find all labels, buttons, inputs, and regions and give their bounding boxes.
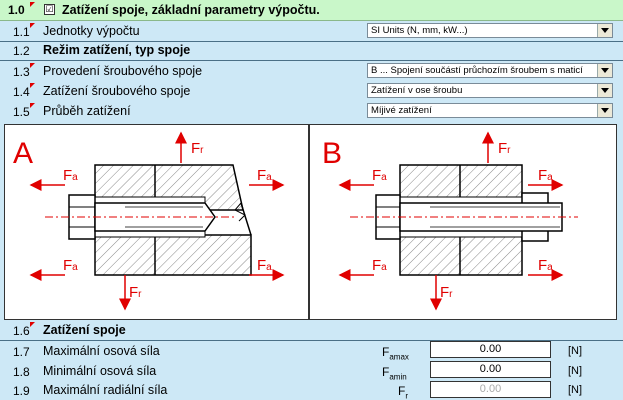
joint-type-dropdown[interactable]	[367, 63, 613, 78]
section-number: 1.0	[8, 3, 25, 17]
section-divider	[0, 60, 623, 61]
load-course-label: Průběh zatížení	[43, 104, 131, 118]
svg-text:Fa: Fa	[257, 167, 272, 184]
comment-marker	[30, 23, 35, 28]
joint-a-drawing	[5, 125, 308, 319]
comment-marker	[30, 103, 35, 108]
chevron-down-icon[interactable]	[597, 84, 612, 97]
section-title: Zatížení spoje, základní parametry výpočtu.	[62, 3, 320, 17]
svg-text:Fa: Fa	[63, 257, 78, 274]
svg-text:Fa: Fa	[538, 167, 553, 184]
joint-diagram-b	[309, 124, 617, 320]
load-section-title: Zatížení spoje	[43, 323, 126, 337]
svg-text:Fa: Fa	[63, 167, 78, 184]
row-number: 1.1	[13, 25, 30, 39]
svg-text:Fa: Fa	[257, 257, 272, 274]
row-number: 1.6	[13, 324, 30, 338]
joint-diagram-a	[4, 124, 309, 320]
comment-marker	[30, 63, 35, 68]
svg-text:Fr: Fr	[498, 140, 511, 157]
comment-marker	[30, 2, 35, 7]
svg-text:Fr: Fr	[440, 284, 453, 301]
units-label: Jednotky výpočtu	[43, 24, 140, 38]
section-divider	[0, 41, 623, 42]
min-axial-force-symbol: $F_{amin}$	[382, 365, 407, 382]
force-label: F	[129, 284, 139, 301]
svg-text:Fa: Fa	[372, 167, 387, 184]
joint-type-label: Provedení šroubového spoje	[43, 64, 203, 78]
comment-marker	[30, 83, 35, 88]
load-type-dropdown-value: Zatížení v ose šroubu	[371, 85, 463, 96]
load-type-label: Zatížení šroubového spoje	[43, 84, 191, 98]
force-label: F	[257, 257, 267, 274]
force-label: F	[372, 257, 382, 274]
section-header	[0, 0, 623, 21]
max-radial-force-symbol: $F_r$	[398, 384, 409, 400]
chevron-down-icon[interactable]	[597, 104, 612, 117]
force-label: F	[257, 167, 267, 184]
chevron-down-icon[interactable]	[597, 24, 612, 37]
row-number: 1.3	[13, 65, 30, 79]
row-number: 1.9	[13, 384, 30, 398]
mode-title: Režim zatížení, typ spoje	[43, 43, 191, 57]
diagram-letter-b: B	[322, 137, 343, 170]
force-label: F	[63, 167, 73, 184]
row-number: 1.2	[13, 44, 30, 58]
min-axial-force-unit: [N]	[568, 365, 583, 377]
joint-b-drawing	[310, 125, 616, 319]
comment-marker	[30, 322, 35, 327]
svg-text:Fa: Fa	[372, 257, 387, 274]
force-label: F	[538, 257, 548, 274]
max-axial-force-input[interactable]: 0.00	[430, 341, 551, 358]
force-label: F	[63, 257, 73, 274]
row-number: 1.4	[13, 85, 30, 99]
force-label: F	[440, 284, 450, 301]
chevron-down-icon[interactable]	[597, 64, 612, 77]
max-axial-force-unit: [N]	[568, 345, 583, 357]
section-checkbox[interactable]: ☑	[45, 4, 54, 14]
row-number: 1.8	[13, 365, 30, 379]
max-radial-force-unit: [N]	[568, 384, 583, 396]
max-axial-force-symbol: $F_{amax}$	[382, 345, 409, 362]
load-type-dropdown[interactable]	[367, 83, 613, 98]
force-label: F	[372, 167, 382, 184]
row-number: 1.7	[13, 345, 30, 359]
max-radial-force-input[interactable]: 0.00	[430, 381, 551, 398]
force-label: F	[191, 140, 201, 157]
force-label: F	[498, 140, 508, 157]
max-axial-force-label: Maximální osová síla	[43, 344, 160, 358]
svg-text:Fa: Fa	[538, 257, 553, 274]
max-radial-force-label: Maximální radiální síla	[43, 383, 168, 397]
force-label: F	[538, 167, 548, 184]
units-dropdown[interactable]	[367, 23, 613, 38]
load-course-dropdown-value: Míjivé zatížení	[371, 105, 432, 116]
load-course-dropdown[interactable]	[367, 103, 613, 118]
min-axial-force-input[interactable]: 0.00	[430, 361, 551, 378]
svg-text:Fr: Fr	[191, 140, 204, 157]
row-number: 1.5	[13, 105, 30, 119]
diagram-letter-a: A	[13, 137, 34, 170]
min-axial-force-label: Minimální osová síla	[43, 364, 157, 378]
svg-text:Fr: Fr	[129, 284, 142, 301]
units-dropdown-value: SI Units (N, mm, kW...)	[371, 25, 468, 36]
joint-type-dropdown-value: B ... Spojení součástí průchozím šroubem s maticí	[371, 65, 583, 76]
